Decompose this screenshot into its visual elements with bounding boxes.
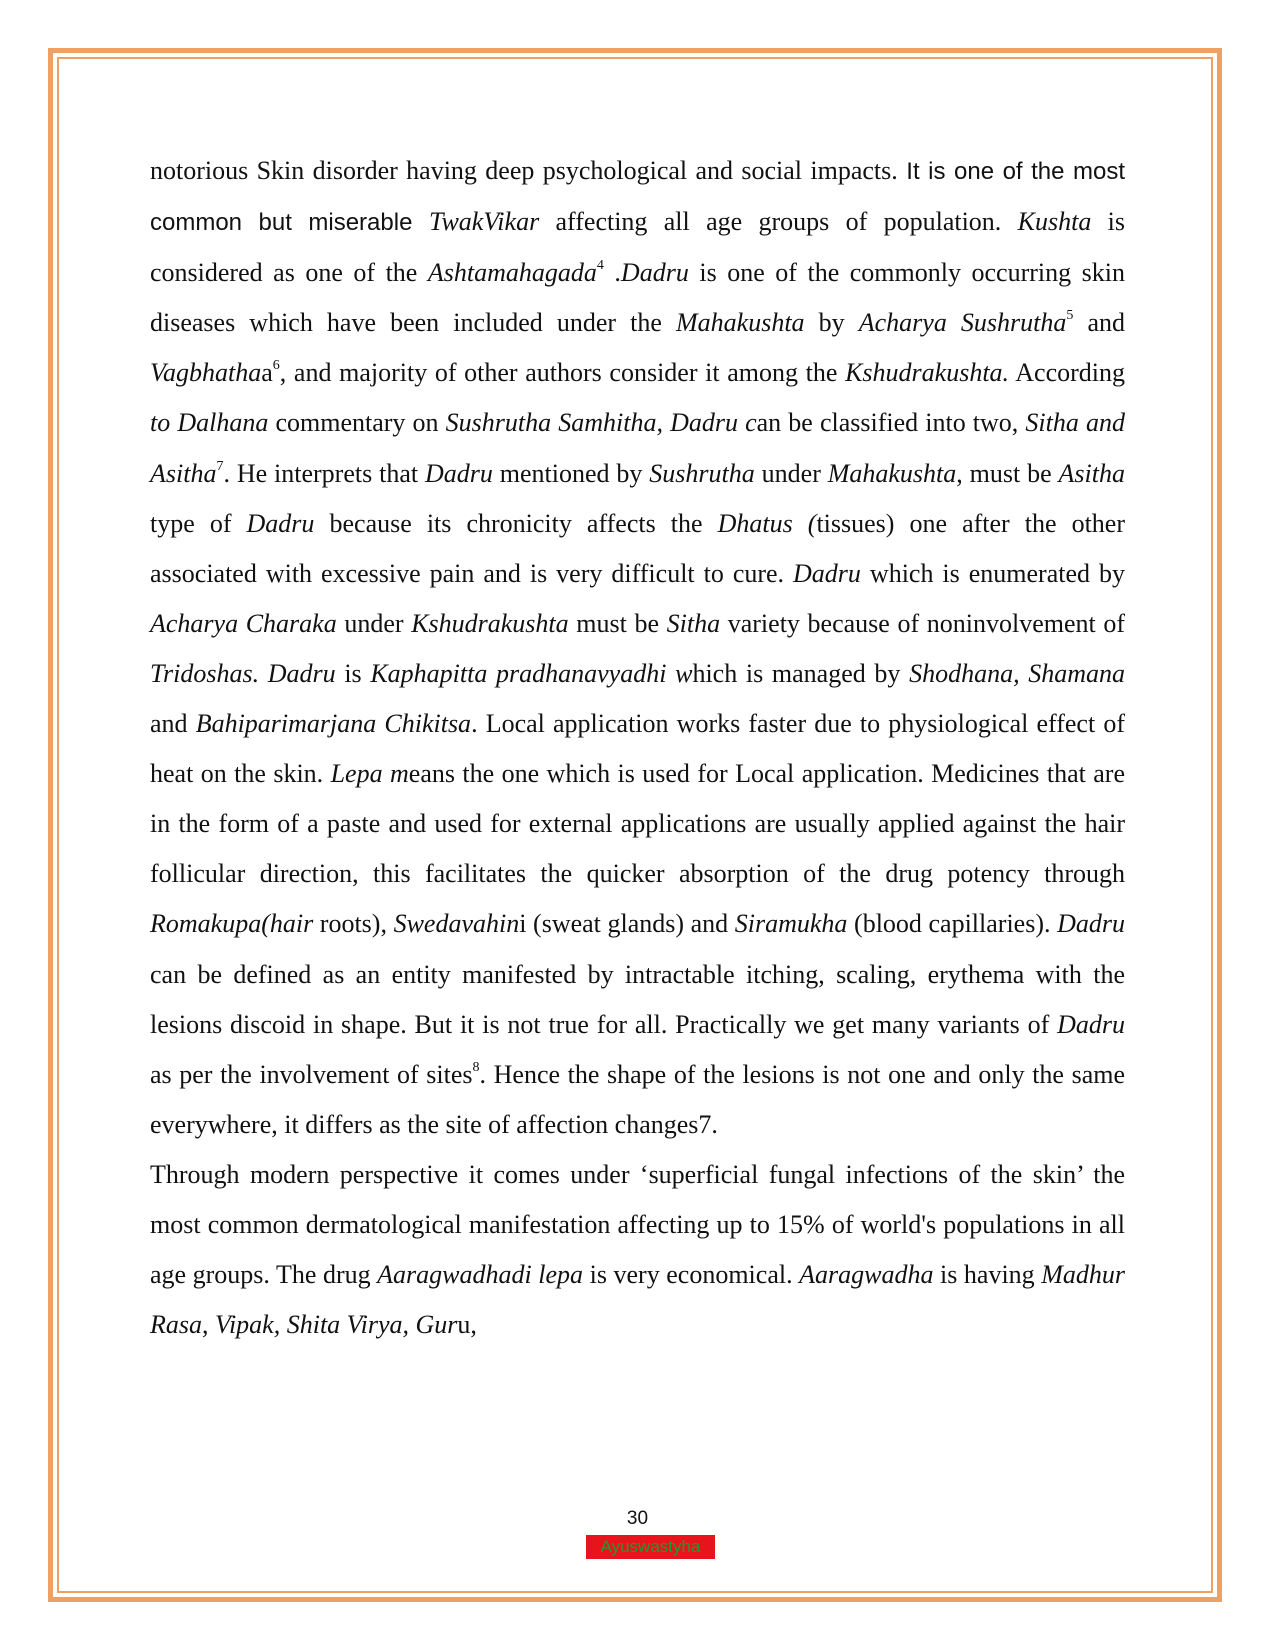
text-segment: which is enumerated by: [860, 558, 1125, 588]
text-segment: Vipak, Shita Virya, Gur: [215, 1310, 458, 1340]
text-segment: Acharya Charaka: [150, 608, 337, 638]
text-segment: . Hence the shape of the lesions is not one and only the same everywhere, it differs as the site of affection changes7.: [150, 1059, 1126, 1139]
text-segment: . Local application works faster due to physiological effect of heat on the skin.: [150, 709, 1125, 789]
text-segment: Kaphapitta pradhanavyadhi w: [370, 658, 693, 688]
text-segment: Swedavahin: [393, 909, 520, 939]
text-segment: must be: [568, 608, 667, 638]
article-body: [150, 146, 1125, 1350]
text-segment: Vagbhatha: [150, 358, 262, 388]
text-segment: by: [804, 308, 859, 338]
text-segment: Ashtamahagada: [427, 258, 597, 288]
text-segment: Kshudrakushta: [411, 608, 569, 638]
text-segment: Dadru: [1057, 909, 1125, 939]
text-segment: is: [335, 658, 371, 688]
text-segment: Mahakushta: [676, 308, 805, 338]
text-segment: Lepa m: [330, 759, 409, 789]
text-segment: a: [261, 358, 273, 388]
body-paragraph: [150, 146, 1125, 1150]
page-number: 30: [626, 1508, 649, 1529]
text-segment: tissues) one after the other associated with excessive pain and is very difficult to cure.: [150, 508, 1125, 588]
text-segment: is considered as one of the: [150, 207, 1126, 288]
body-paragraph: [150, 1150, 1125, 1350]
text-segment: Sushrutha Samhitha, Dadru c: [445, 408, 757, 438]
text-segment: , must be: [956, 458, 1059, 488]
text-segment: and: [1073, 308, 1126, 338]
text-segment: Mahakushta: [827, 458, 957, 488]
text-segment: variety because of noninvolvement of: [720, 608, 1126, 638]
text-segment: Kushta: [1017, 207, 1092, 237]
text-segment: roots),: [313, 909, 394, 939]
footnote-ref: 4: [596, 258, 604, 274]
text-segment: Dadru: [1057, 1009, 1125, 1039]
text-segment: .: [603, 258, 621, 288]
text-segment: Dhatus (: [717, 508, 817, 538]
text-segment: notorious Skin disorder having deep psychological and social impacts.: [150, 156, 898, 185]
text-segment: . He interprets that: [223, 458, 425, 488]
footnote-ref: 8: [472, 1059, 480, 1075]
text-segment: Romakupa(hair: [150, 909, 314, 939]
text-segment: Dadru: [246, 508, 315, 538]
text-segment: affecting all age groups of population.: [539, 207, 1018, 237]
text-segment: can be defined as an entity manifested by intractable itching, scaling, erythema with the lesions discoid in shape. But it is not true for all. Practically we get many variants of: [150, 959, 1125, 1039]
text-segment: Shodhana, Shamana: [909, 658, 1126, 688]
text-segment: ,: [202, 1310, 215, 1340]
text-segment: because its chronicity affects the: [314, 508, 718, 538]
text-segment: Bahiparimarjana Chikitsa: [195, 709, 472, 739]
text-segment: is very economical.: [583, 1260, 800, 1290]
text-segment: Aaragwadhadi lepa: [377, 1260, 584, 1290]
text-segment: Sushrutha: [649, 458, 755, 488]
text-segment: under: [336, 608, 412, 638]
text-segment: type of: [150, 508, 247, 538]
text-segment: Sitha: [666, 608, 721, 638]
text-segment: Kshudrakushta.: [845, 358, 1010, 388]
footnote-ref: 5: [1066, 308, 1074, 324]
text-segment: is having: [933, 1260, 1042, 1290]
journal-name-badge: Ayuswastyha: [586, 1535, 715, 1559]
text-segment: Madhur Rasa: [150, 1260, 1126, 1340]
text-segment: Dadru: [793, 558, 861, 588]
text-segment: Acharya Sushrutha: [858, 308, 1067, 338]
text-segment: Sitha and Asitha: [150, 408, 1125, 488]
text-segment: According: [1009, 358, 1125, 388]
text-segment: commentary on: [268, 408, 446, 438]
text-segment: eans the one which is used for Local application. Medicines that are in the form of a paste and used for external applications are usually applied against the hair follicular direction, this facilitates the quicker absorption of the drug potency through: [150, 759, 1125, 889]
text-segment: (blood capillaries).: [847, 909, 1058, 939]
text-segment: Tridoshas. Dadru: [150, 658, 336, 688]
text-segment: and: [150, 709, 196, 739]
text-segment: , and majority of other authors consider it among the: [279, 358, 846, 388]
text-segment: Asitha: [1058, 458, 1125, 488]
text-segment: to Dalhana: [150, 408, 269, 438]
text-segment: TwakVikar: [428, 207, 540, 237]
text-segment: under: [754, 458, 828, 488]
footnote-ref: 6: [272, 358, 280, 374]
text-segment: Aaragwadha: [799, 1260, 934, 1290]
text-segment: Dadru: [424, 458, 493, 488]
text-segment: i (sweat glands) and: [519, 909, 735, 939]
text-segment: mentioned by: [492, 458, 650, 488]
text-segment: Through modern perspective it comes under ‘superficial fungal infections of the skin’ the most common dermatological manifestation affecting up to 15% of world's populations in all age groups. The drug: [150, 1159, 1125, 1290]
text-segment: Dadru: [620, 258, 689, 288]
text-segment: u,: [457, 1310, 477, 1340]
text-segment: as per the involvement of sites: [150, 1059, 473, 1089]
text-segment: hich is managed by: [692, 658, 910, 688]
text-segment: It is one of the most common but miserable: [150, 158, 1126, 237]
text-segment: Siramukha: [734, 909, 848, 939]
footnote-ref: 7: [216, 458, 224, 474]
text-segment: is one of the commonly occurring skin diseases which have been included under the: [150, 258, 1125, 338]
text-segment: an be classified into two,: [756, 408, 1026, 438]
